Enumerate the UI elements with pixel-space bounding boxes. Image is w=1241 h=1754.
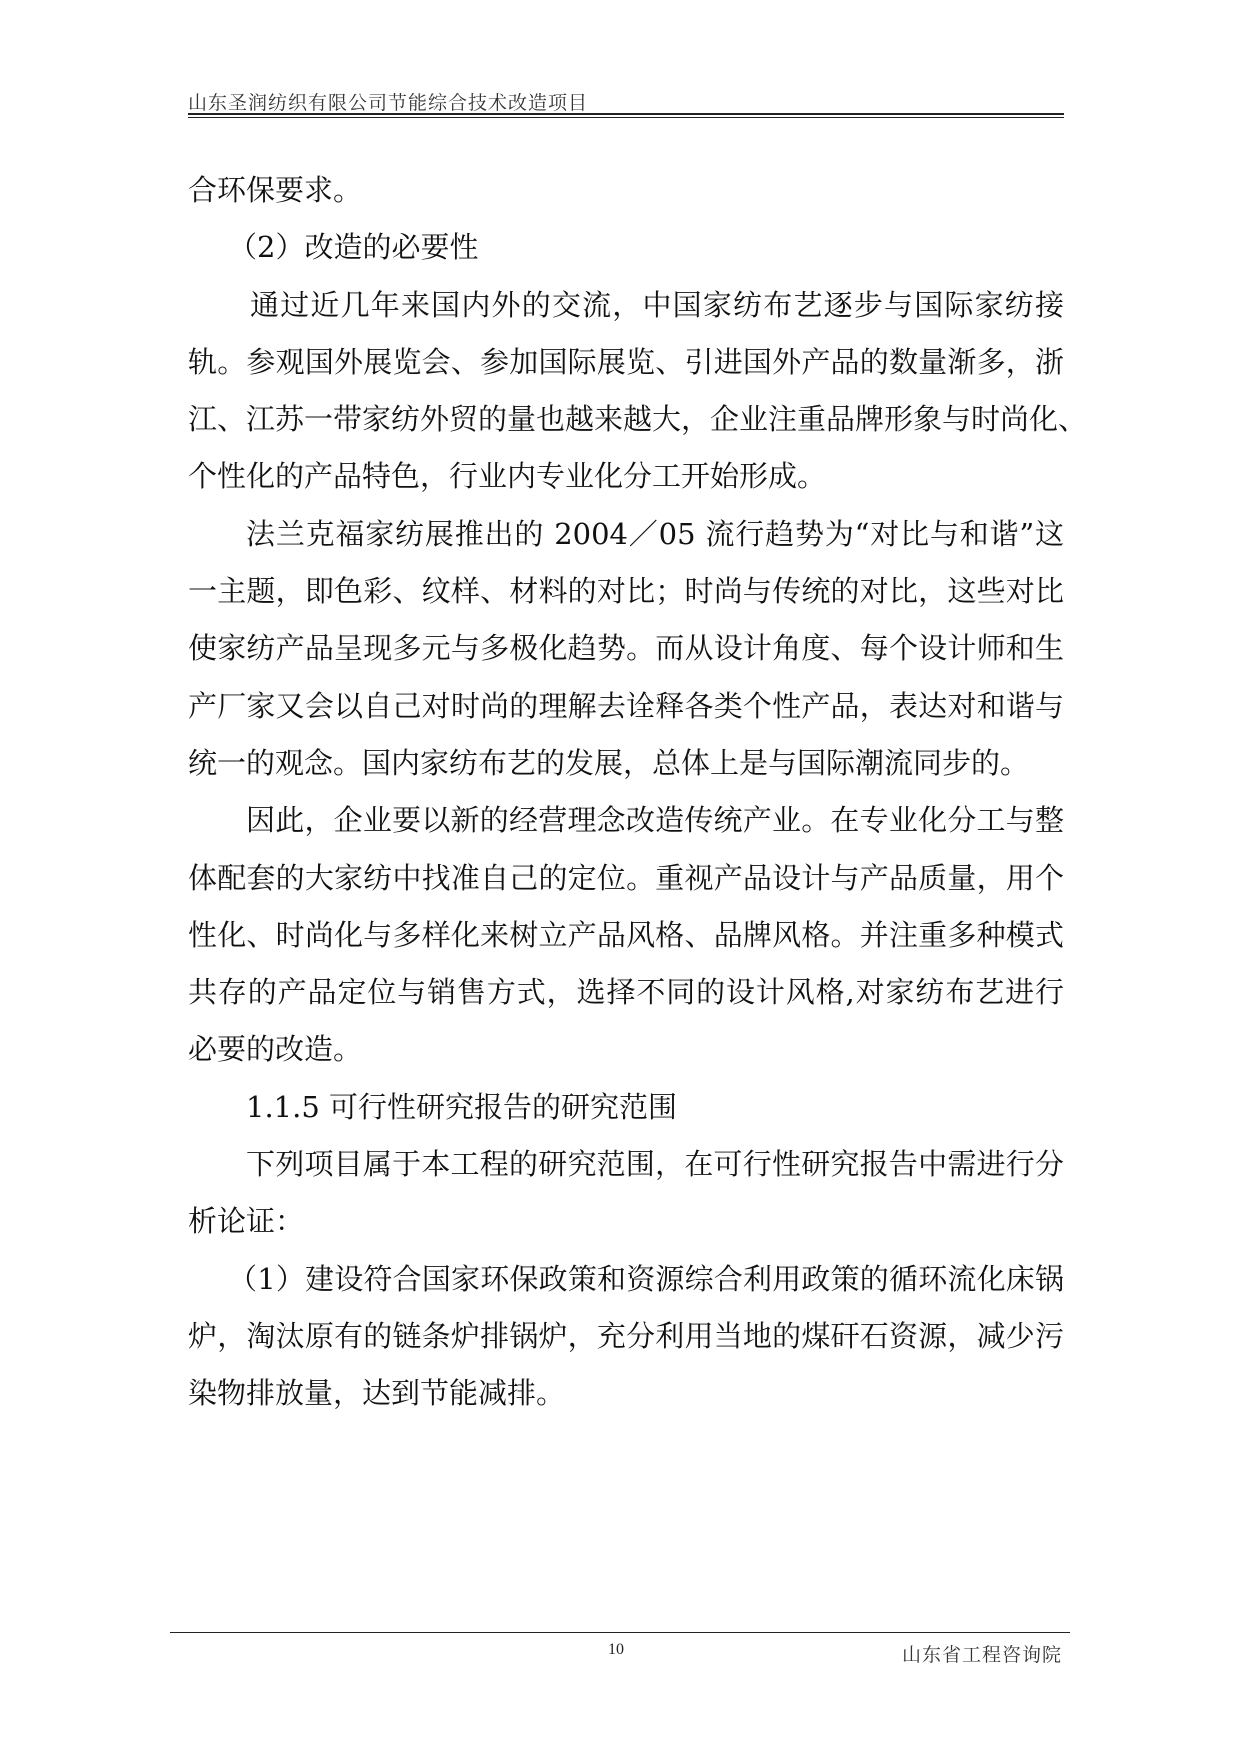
text-line: 共存的产品定位与销售方式，选择不同的设计风格,对家纺布艺进行 [188, 975, 1064, 1010]
section-heading: （2）改造的必要性 [228, 230, 479, 265]
text-line: 个性化的产品特色，行业内专业化分工开始形成。 [188, 459, 827, 494]
header-rule [188, 113, 1064, 115]
page-number: 10 [608, 1641, 624, 1658]
section-heading: 1.1.5 可行性研究报告的研究范围 [246, 1089, 678, 1124]
text-line: 下列项目属于本工程的研究范围，在可行性研究报告中需进行分 [246, 1147, 1064, 1182]
text-line: 轨。参观国外展览会、参加国际展览、引进国外产品的数量渐多，浙 [188, 344, 1064, 379]
text-line: 一主题，即色彩、纹样、材料的对比；时尚与传统的对比，这些对比 [188, 574, 1064, 609]
footer-rule [170, 1632, 1070, 1633]
text-line: 产厂家又会以自己对时尚的理解去诠释各类个性产品，表达对和谐与 [188, 688, 1064, 723]
header-rule-thin [188, 117, 1064, 118]
text-line: 性化、时尚化与多样化来树立产品风格、品牌风格。并注重多种模式 [188, 917, 1064, 952]
text-line: 析论证： [188, 1204, 305, 1239]
text-line: 统一的观念。国内家纺布艺的发展，总体上是与国际潮流同步的。 [188, 745, 1030, 780]
text-line: 使家纺产品呈现多元与多极化趋势。而从设计角度、每个设计师和生 [188, 631, 1064, 666]
text-line: 合环保要求。 [188, 173, 363, 207]
document-body [188, 162, 1088, 1423]
text-line: （1）建设符合国家环保政策和资源综合利用政策的循环流化床锅 [228, 1261, 1064, 1296]
text-line: 通过近几年来国内外的交流，中国家纺布艺逐步与国际家纺接 [250, 287, 1064, 322]
text-line: 因此，企业要以新的经营理念改造传统产业。在专业化分工与整 [246, 803, 1064, 838]
footer-organization: 山东省工程咨询院 [901, 1644, 1062, 1666]
text-line: 必要的改造。 [188, 1032, 363, 1067]
header-title: 山东圣润纺织有限公司节能综合技术改造项目 [188, 92, 589, 114]
text-line: 江、江苏一带家纺外贸的量也越来越大，企业注重品牌形象与时尚化、 [188, 402, 1088, 437]
text-line: 法兰克福家纺展推出的 2004／05 流行趋势为“对比与和谐”这 [246, 516, 1064, 551]
text-line: 体配套的大家纺中找准自己的定位。重视产品设计与产品质量，用个 [188, 860, 1064, 895]
text-line: 炉，淘汰原有的链条炉排锅炉，充分利用当地的煤矸石资源，减少污 [188, 1318, 1064, 1353]
text-line: 染物排放量，达到节能减排。 [188, 1376, 566, 1411]
